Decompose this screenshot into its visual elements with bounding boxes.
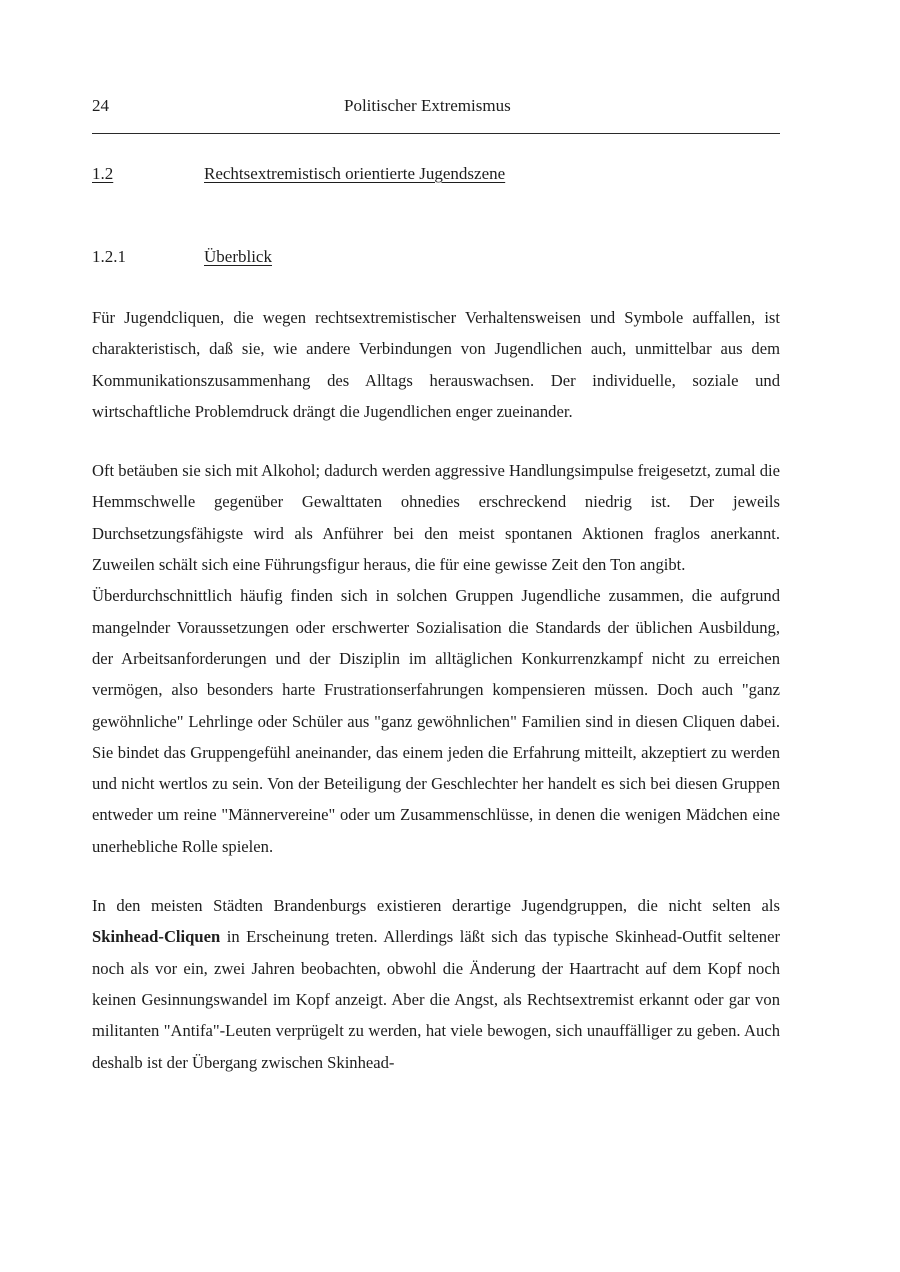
running-title: Politischer Extremismus [344, 96, 511, 115]
paragraph-4-rest: in Erscheinung treten. Allerdings läßt sich das typische Skinhead-Outfit seltener noch als vor ein, zwei Jahren beobachten, obwohl die Änderung der Haartracht auf dem Kopf noch keinen Gesinnungswandel im Kopf anzeigt. Aber die Angst, als Rechtsextremist erkannt oder gar von militanten "Antifa"-Leuten verprügelt zu werden, hat viele bewogen, sich unauffälliger zu geben. Auch deshalb ist der Übergang zwischen Skinhead- [92, 927, 780, 1072]
paragraph-1: Für Jugendcliquen, die wegen rechtsextremistischer Verhaltensweisen und Symbole auffallen, ist charakteristisch, daß sie, wie andere Verbindungen von Jugendlichen auch, unmittelbar aus dem Kommunikationszusammenhang des Alltags herauswachsen. Der individuelle, soziale und wirtschaftliche Problemdruck drängt die Jugendlichen enger zueinander. [92, 308, 780, 421]
paragraph-3: Überdurchschnittlich häufig finden sich in solchen Gruppen Jugendliche zusammen, die aufgrund mangelnder Voraussetzungen oder erschwerter Sozialisation die Standards der üblichen Ausbildung, der Arbeitsanforderungen und der Disziplin im alltäglichen Konkurrenzkampf nicht zu erreichen vermögen, also besonders harte Frustrationserfahrungen kompensieren müssen. Doch auch "ganz gewöhnliche" Lehrlinge oder Schüler aus "ganz gewöhnlichen" Familien sind in diesen Cliquen dabei. Sie bindet das Gruppengefühl aneinander, das einem jeden die Erfahrung mitteilt, akzeptiert zu werden und nicht wertlos zu sein. Von der Beteiligung der Geschlechter her handelt es sich bei diesen Gruppen entweder um reine "Männervereine" oder um Zusammenschlüsse, in denen die wenigen Mädchen eine unerhebliche Rolle spielen. [92, 586, 780, 856]
header-rule [92, 133, 780, 134]
subsection-number: 1.2.1 [92, 247, 126, 266]
paragraph-2: Oft betäuben sie sich mit Alkohol; dadurch werden aggressive Handlungsimpulse freigesetzt, zumal die Hemmschwelle gegenüber Gewalttaten ohnedies erschreckend niedrig ist. Der jeweils Durchsetzungsfähigste wird als Anführer bei den meist spontanen Aktionen fraglos anerkannt. Zuweilen schält sich eine Führungsfigur heraus, die für eine gewisse Zeit den Ton angibt. [92, 461, 780, 575]
subsection-title: Überblick [204, 247, 272, 266]
section-title: Rechtsextremistisch orientierte Jugendszene [204, 164, 506, 183]
paragraph-4-start: In den meisten Städten Brandenburgs existieren derartige Jugendgruppen, die nicht selten als [92, 896, 780, 916]
page-number: 24 [92, 96, 109, 115]
running-header [92, 96, 780, 122]
body-text [92, 302, 780, 1078]
section-number: 1.2 [92, 164, 114, 183]
paragraph-4 [92, 890, 780, 1078]
bold-term-skinhead-cliquen: Skinhead-Cliquen [92, 927, 221, 947]
